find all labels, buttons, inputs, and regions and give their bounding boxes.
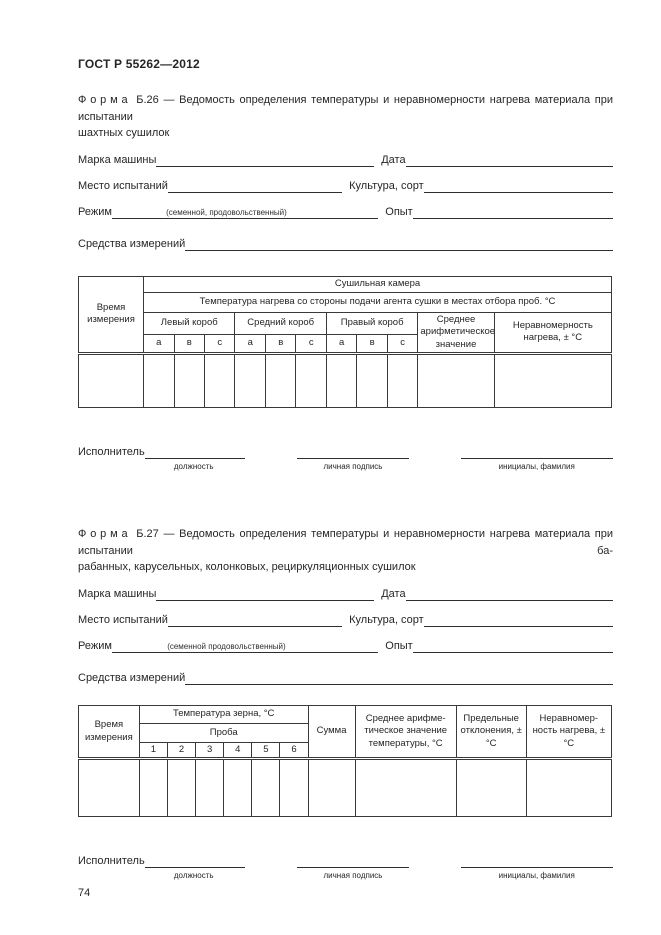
executor-block [78, 855, 613, 880]
executor-label: Исполнитель [78, 855, 145, 868]
standard-number: ГОСТ Р 55262—2012 [78, 57, 200, 71]
subcol-b: в [174, 334, 204, 353]
empty-cell [139, 759, 167, 817]
signature-caption: личная подпись [323, 461, 383, 471]
machine-brand-label: Марка машины [78, 153, 157, 166]
empty-cell [265, 353, 295, 407]
empty-cell [144, 353, 174, 407]
form-number: Б.27 [136, 528, 159, 540]
temperature-header: Температура нагрева со стороны подачи агента сушки в местах отбора проб. °С [144, 292, 612, 312]
form-title-text: Ведомость определения температуры и неравномерности нагрева материала при испытании [78, 94, 614, 123]
signature-caption: личная подпись [323, 871, 383, 881]
form-b26-heading [78, 92, 613, 142]
form-number: Б.26 [136, 94, 159, 106]
test-place-blank [168, 180, 342, 193]
test-place-label: Место испытаний [78, 613, 168, 626]
mode-note: (семенной продовольственный) [167, 641, 286, 651]
instruments-blank [185, 672, 613, 685]
field-row-machine-date [78, 588, 613, 601]
instruments-blank [185, 238, 613, 251]
name-caption: инициалы, фамилия [498, 461, 575, 471]
subcol-a: а [326, 334, 356, 353]
sample-1: 1 [139, 742, 167, 758]
machine-brand-blank [156, 588, 374, 601]
culture-label: Культура, сорт [349, 179, 424, 192]
field-row-mode-experiment [78, 640, 613, 653]
sample-header: Проба [139, 723, 308, 742]
unevenness-header: Неравномер-ность нагрева, ± °С [526, 705, 611, 758]
mode-label: Режим [78, 205, 112, 218]
executor-name [461, 446, 613, 471]
experiment-label: Опыт [385, 205, 413, 218]
empty-cell [235, 353, 265, 407]
date-blank [406, 154, 613, 167]
culture-blank [424, 180, 613, 193]
chamber-header: Сушильная камера [144, 276, 612, 292]
form-b27-title-line1 [78, 526, 613, 559]
executor-signature [297, 446, 408, 471]
dash: — [163, 528, 175, 540]
executor-label: Исполнитель [78, 445, 145, 458]
empty-cell [456, 759, 526, 817]
empty-cell [79, 353, 144, 407]
sample-4: 4 [224, 742, 252, 758]
empty-cell [167, 759, 195, 817]
empty-cell [418, 353, 494, 407]
subcol-a: а [144, 334, 174, 353]
test-place-label: Место испытаний [78, 179, 168, 192]
field-row-machine-date [78, 154, 613, 167]
form-b26-title-line2: шахтных сушилок [78, 127, 170, 139]
empty-cell [280, 759, 308, 817]
empty-cell [494, 353, 611, 407]
test-place-blank [168, 614, 342, 627]
subcol-c: с [387, 334, 417, 353]
grain-temp-header: Температура зерна, °С [139, 705, 308, 723]
culture-blank [424, 614, 613, 627]
mode-blank [112, 206, 378, 219]
empty-cell [355, 759, 456, 817]
mode-label: Режим [78, 639, 112, 652]
page-number: 74 [78, 887, 91, 900]
sample-5: 5 [252, 742, 280, 758]
date-label: Дата [381, 587, 406, 600]
form-b27-section [78, 526, 613, 880]
instruments-label: Средства измерений [78, 671, 186, 684]
name-blank [461, 446, 613, 459]
name-caption: инициалы, фамилия [498, 871, 575, 881]
empty-cell [308, 759, 355, 817]
executor-block [78, 446, 613, 471]
empty-cell [205, 353, 235, 407]
empty-cell [387, 353, 417, 407]
subcol-b: в [265, 334, 295, 353]
field-row-place-culture [78, 180, 613, 193]
signature-blank [297, 855, 408, 868]
subcol-a: а [235, 334, 265, 353]
field-row-instruments [78, 238, 613, 251]
executor-position [78, 855, 245, 880]
table-row [79, 759, 612, 817]
grain-temperature-table [78, 705, 612, 817]
unevenness-header: Неравномерность нагрева, ± °С [494, 312, 611, 353]
empty-cell [296, 353, 326, 407]
middle-duct-header: Средний короб [235, 312, 326, 334]
average-header: Среднее арифме-тическое значение температуры, °С [355, 705, 456, 758]
sum-header: Сумма [308, 705, 355, 758]
form-b27-title-line2: рабанных, карусельных, колонковых, рециркуляционных сушилок [78, 561, 416, 573]
position-caption: должность [173, 462, 214, 471]
form-word: Форма [78, 94, 132, 106]
form-word: Форма [78, 528, 132, 540]
date-blank [406, 588, 613, 601]
instruments-label: Средства измерений [78, 237, 186, 250]
time-column-header: Время измерения [79, 276, 144, 353]
empty-cell [224, 759, 252, 817]
experiment-label: Опыт [385, 639, 413, 652]
field-row-mode-experiment [78, 206, 613, 219]
subcol-c: с [296, 334, 326, 353]
form-title-text: Ведомость определения температуры и неравномерности нагрева материала при испытании ба- [78, 528, 614, 557]
subcol-c: с [205, 334, 235, 353]
left-duct-header: Левый короб [144, 312, 235, 334]
table-row [79, 353, 612, 407]
signature-blank [297, 446, 408, 459]
form-b27-heading [78, 526, 613, 576]
experiment-blank [413, 640, 613, 653]
form-b26-title-line1 [78, 92, 613, 125]
machine-brand-blank [156, 154, 374, 167]
sample-6: 6 [280, 742, 308, 758]
empty-cell [196, 759, 224, 817]
executor-position [78, 446, 245, 471]
limit-deviation-header: Предельные отклонения, ± °С [456, 705, 526, 758]
average-header: Среднее арифметическое значение [418, 312, 494, 353]
empty-cell [252, 759, 280, 817]
experiment-blank [413, 206, 613, 219]
form-b26-section [78, 92, 613, 471]
culture-label: Культура, сорт [349, 613, 424, 626]
empty-cell [326, 353, 356, 407]
field-row-place-culture [78, 614, 613, 627]
subcol-b: в [357, 334, 387, 353]
mode-note: (семенной, продовольственный) [166, 207, 287, 217]
dash: — [163, 94, 175, 106]
time-column-header: Время измерения [79, 705, 140, 758]
right-duct-header: Правый короб [326, 312, 417, 334]
drying-chamber-table [78, 276, 612, 408]
machine-brand-label: Марка машины [78, 587, 157, 600]
empty-cell [79, 759, 140, 817]
empty-cell [357, 353, 387, 407]
position-blank [145, 855, 246, 868]
executor-signature [297, 855, 408, 880]
sample-3: 3 [196, 742, 224, 758]
executor-name [461, 855, 613, 880]
position-caption: должность [173, 871, 214, 881]
empty-cell [174, 353, 204, 407]
mode-blank [112, 640, 378, 653]
position-blank [145, 446, 246, 459]
name-blank [461, 855, 613, 868]
sample-2: 2 [167, 742, 195, 758]
empty-cell [526, 759, 611, 817]
date-label: Дата [381, 153, 406, 166]
field-row-instruments [78, 672, 613, 685]
